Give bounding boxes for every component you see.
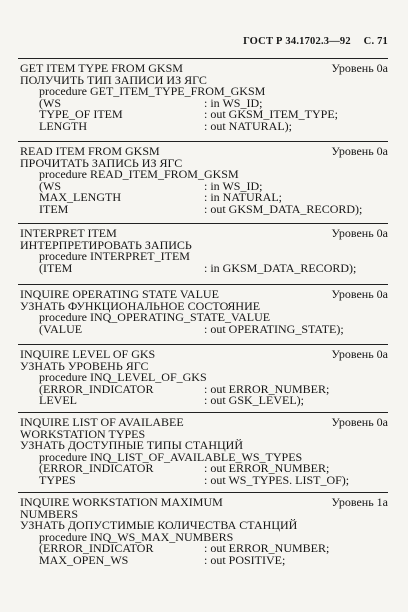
parameter-row xyxy=(20,260,388,275)
procedure-signature: procedure INQ_LEVEL_OF_GKS xyxy=(39,370,207,385)
section-divider xyxy=(18,58,388,59)
procedure-signature: procedure INQ_WS_MAX_NUMBERS xyxy=(39,529,234,544)
russian-title: ПРОЧИТАТЬ ЗАПИСЬ ИЗ ЯГС xyxy=(20,155,183,170)
parameter-type: : in WS_ID; xyxy=(204,95,263,110)
russian-title: УЗНАТЬ ДОПУСТИМЫЕ КОЛИЧЕСТВА СТАНЦИЙ xyxy=(20,518,298,533)
section-divider xyxy=(18,141,388,142)
parameter-type: : out ERROR_NUMBER; xyxy=(204,381,330,396)
parameter-row xyxy=(20,472,388,487)
parameter-name: LEVEL xyxy=(39,393,77,408)
parameter-type: : out ERROR_NUMBER; xyxy=(204,461,330,476)
parameter-row xyxy=(20,395,388,407)
procedure-signature: procedure INQ_LIST_OF_AVAILABLE_WS_TYPES xyxy=(39,449,303,464)
russian-title: УЗНАТЬ ФУНКЦИОНАЛЬНОЕ СОСТОЯНИЕ xyxy=(20,298,261,313)
parameter-name: ITEM xyxy=(39,201,69,216)
level-label: Уровень 0а xyxy=(331,61,388,75)
russian-title: ИНТЕРПРЕТИРОВАТЬ ЗАПИСЬ xyxy=(20,237,192,252)
function-entry xyxy=(20,417,388,487)
level-label: Уровень 0а xyxy=(331,226,388,240)
parameter-name: LENGTH xyxy=(39,118,87,133)
parameter-name: (WS xyxy=(39,95,61,110)
parameter-type: : out ERROR_NUMBER; xyxy=(204,541,330,556)
parameter-type: : out GSK_LEVEL); xyxy=(204,393,304,408)
parameter-name: MAX_LENGTH xyxy=(39,190,121,205)
parameter-name: (ERROR_INDICATOR xyxy=(39,541,154,556)
level-label: Уровень 0а xyxy=(331,144,388,158)
parameter-type: : out WS_TYPES. LIST_OF); xyxy=(204,472,350,487)
section-divider xyxy=(18,284,388,285)
standard-number: ГОСТ Р 34.1702.3—92 xyxy=(243,36,351,47)
page-header xyxy=(233,36,388,47)
function-entry xyxy=(20,289,388,335)
parameter-name: (ITEM xyxy=(39,260,73,275)
parameter-type: : out POSITIVE; xyxy=(204,552,286,567)
function-title: INQUIRE WORKSTATION MAXIMUM xyxy=(20,495,223,509)
level-label: Уровень 1а xyxy=(331,495,388,509)
russian-title: УЗНАТЬ ДОСТУПНЫЕ ТИПЫ СТАНЦИЙ xyxy=(20,438,243,453)
function-title-cont: NUMBERS xyxy=(20,506,79,521)
parameter-name: (WS xyxy=(39,178,61,193)
level-label: Уровень 0а xyxy=(331,347,388,361)
function-title: READ ITEM FROM GKSM xyxy=(20,144,160,158)
russian-title: ПОЛУЧИТЬ ТИП ЗАПИСИ ИЗ ЯГС xyxy=(20,72,207,87)
parameter-type: : out OPERATING_STATE); xyxy=(204,321,344,336)
function-entry xyxy=(20,146,388,216)
section-divider xyxy=(18,344,388,345)
parameter-type: : out GKSM_DATA_RECORD); xyxy=(204,201,363,216)
parameter-row xyxy=(20,321,388,336)
parameter-name: TYPES xyxy=(39,472,76,487)
function-title: INQUIRE OPERATING STATE VALUE xyxy=(20,287,219,301)
function-title: INQUIRE LIST OF AVAILABEE xyxy=(20,415,184,429)
procedure-signature: procedure GET_ITEM_TYPE_FROM_GKSM xyxy=(39,84,266,99)
procedure-signature: procedure INTERPRET_ITEM xyxy=(39,249,190,264)
parameter-type: : out NATURAL); xyxy=(204,118,292,133)
parameter-type: : in WS_ID; xyxy=(204,178,263,193)
function-title: GET ITEM TYPE FROM GKSM xyxy=(20,61,183,75)
level-label: Уровень 0а xyxy=(331,287,388,301)
function-entry xyxy=(20,63,388,133)
function-title: INTERPRET ITEM xyxy=(20,226,117,240)
function-entry xyxy=(20,349,388,407)
section-divider xyxy=(18,223,388,224)
procedure-signature: procedure INQ_OPERATING_STATE_VALUE xyxy=(39,310,271,325)
parameter-name: (VALUE xyxy=(39,321,83,336)
russian-title: УЗНАТЬ УРОВЕНЬ ЯГС xyxy=(20,358,149,373)
parameter-type: : in GKSM_DATA_RECORD); xyxy=(204,260,357,275)
parameter-type: : in NATURAL; xyxy=(204,190,282,205)
parameter-name: (ERROR_INDICATOR xyxy=(39,461,154,476)
parameter-row xyxy=(20,118,388,133)
function-title: INQUIRE LEVEL OF GKS xyxy=(20,347,156,361)
function-entry xyxy=(20,497,388,567)
procedure-signature: procedure READ_ITEM_FROM_GKSM xyxy=(39,167,239,182)
section-divider xyxy=(18,412,388,413)
function-entry xyxy=(20,228,388,274)
function-title-cont: WORKSTATION TYPES xyxy=(20,426,146,441)
section-divider xyxy=(18,492,388,493)
level-label: Уровень 0а xyxy=(331,415,388,429)
page-number: С. 71 xyxy=(363,36,388,47)
parameter-name: TYPE_OF ITEM xyxy=(39,107,123,122)
parameter-type: : out GKSM_ITEM_TYPE; xyxy=(204,107,339,122)
parameter-row xyxy=(20,201,388,216)
parameter-row xyxy=(20,552,388,567)
parameter-name: MAX_OPEN_WS xyxy=(39,552,129,567)
parameter-name: (ERROR_INDICATOR xyxy=(39,381,154,396)
